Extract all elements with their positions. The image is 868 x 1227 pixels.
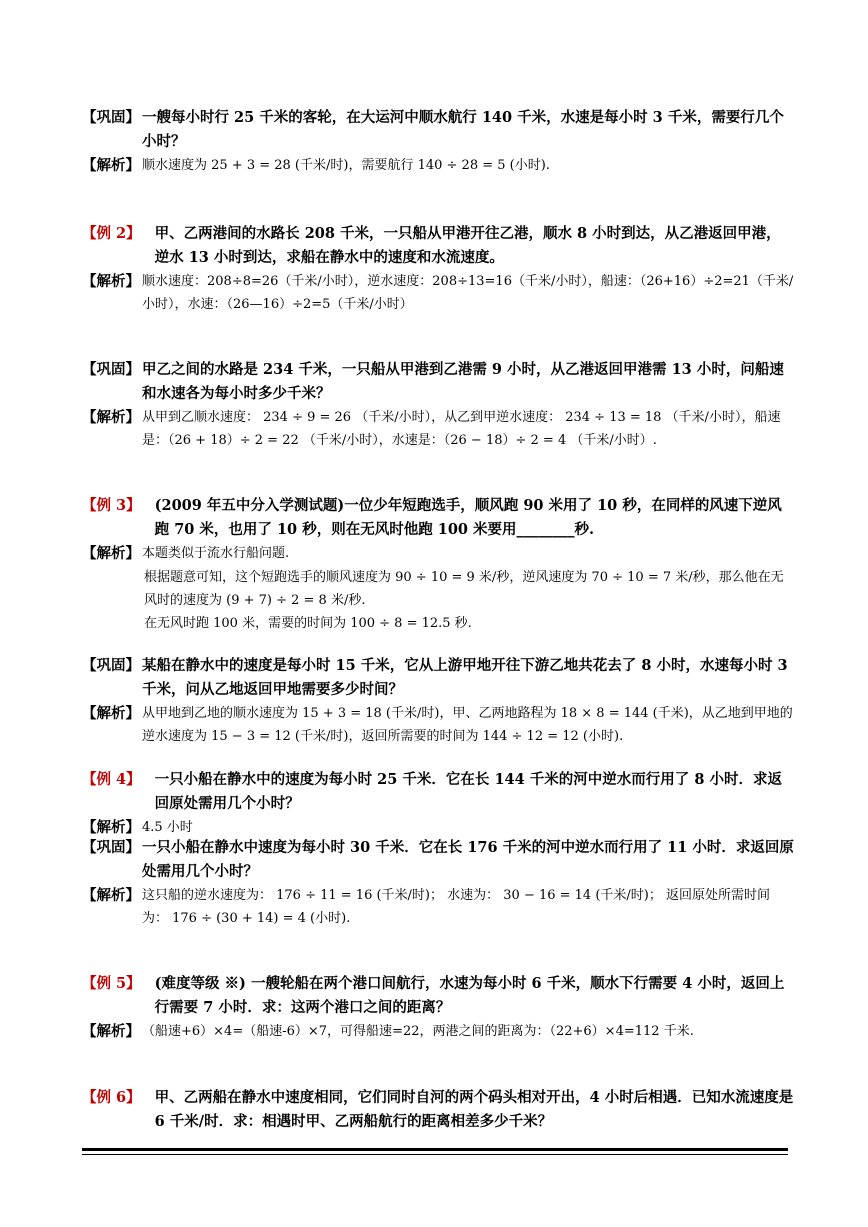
footer-rule-thin: [82, 1154, 788, 1155]
consolidation-block-2: [82, 358, 794, 452]
answer-tag: 【解析】: [82, 545, 140, 562]
answer-tag: 【解析】: [82, 887, 140, 904]
question-text: 一艘每小时行 25 千米的客轮，在大运河中顺水航行 140 千米，水速是每小时 3 千米，需要行几个小时？: [142, 109, 784, 150]
question-row: [82, 654, 794, 702]
question-text: 一只小船在静水中速度为每小时 30 千米．它在长 176 千米的河中逆水而行用了 11 小时．求返回原处需用几个小时？: [142, 839, 794, 880]
question-row: [82, 836, 794, 884]
consolidation-block-1: [82, 106, 794, 178]
answer-text: 本题类似于流水行船问题.: [142, 546, 290, 561]
question-row: [82, 106, 794, 154]
answer-tag: 【解析】: [82, 1023, 140, 1040]
question-text: 甲、乙两船在静水中速度相同，它们同时自河的两个码头相对开出，4 小时后相遇．已知水流速度是 6 千米/时．求：相遇时甲、乙两船航行的距离相差多少千米？: [154, 1089, 794, 1130]
example-block-5: [82, 972, 794, 1044]
answer-tag: 【解析】: [82, 705, 140, 722]
question-row: [82, 494, 794, 542]
example-block-3: [82, 494, 794, 635]
question-row: [82, 972, 794, 1020]
question-text: 甲、乙两港间的水路长 208 千米，一只船从甲港开往乙港，顺水 8 小时到达，从乙港返回甲港，逆水 13 小时到达，求船在静水中的速度和水流速度。: [154, 225, 781, 266]
question-tag: 【巩固】: [82, 109, 140, 126]
example-tag: 【例 4】: [82, 771, 141, 788]
question-text: 一只小船在静水中的速度为每小时 25 千米．它在长 144 千米的河中逆水而行用了 8 小时．求返回原处需用几个小时？: [154, 771, 782, 812]
answer-row: [82, 542, 794, 566]
answer-text: （船速+6）×4=（船速-6）×7，可得船速=22，两港之间的距离为：（22+6）×4=112 千米.: [142, 1024, 694, 1039]
question-row: [82, 358, 794, 406]
answer-row: [82, 1020, 794, 1044]
question-text: (2009 年五中分入学测试题)一位少年短跑选手，顺风跑 90 米用了 10 秒，在同样的风速下逆风跑 70 米，也用了 10 秒，则在无风时他跑 100 米要用________秒.: [154, 497, 782, 538]
question-text: 某船在静水中的速度是每小时 15 千米，它从上游甲地开往下游乙地共花去了 8 小时，水速每小时 3 千米，问从乙地返回甲地需要多少时间？: [142, 657, 788, 698]
answer-text: 这只船的逆水速度为： 176 ÷ 11 = 16 (千米/时)； 水速为： 30 − 16 = 14 (千米/时)； 返回原处所需时间为： 176 ÷ (30 + 14) = 4 (小时).: [142, 888, 770, 926]
example-tag: 【例 6】: [82, 1089, 141, 1106]
answer-text: 从甲地到乙地的顺水速度为 15 + 3 = 18 (千米/时)，甲、乙两地路程为 18 × 8 = 144 (千米)，从乙地到甲地的逆水速度为 15 − 3 = 12 (千米/时)，返回所需要的时间为 144 ÷ 12 = 12 (小时).: [142, 706, 793, 744]
answer-row: [82, 702, 794, 748]
question-text: 甲乙之间的水路是 234 千米，一只船从甲港到乙港需 9 小时，从乙港返回甲港需 13 小时，问船速和水速各为每小时多少千米？: [142, 361, 784, 402]
answer-tag: 【解析】: [82, 273, 140, 290]
answer-row: [82, 270, 794, 316]
example-tag: 【例 5】: [82, 975, 141, 992]
answer-text: 从甲到乙顺水速度： 234 ÷ 9 = 26 （千米/小时），从乙到甲逆水速度： 234 ÷ 13 = 18 （千米/小时），船速是：（26 + 18）÷ 2 = 22 （千米/小时），水速是：（26 − 18）÷ 2 = 4 （千米/小时）.: [142, 410, 781, 448]
consolidation-block-3: [82, 654, 794, 748]
footer-rule-thick: [82, 1148, 788, 1151]
answer-text: 顺水速度：208÷8=26（千米/小时），逆水速度：208÷13=16（千米/小时），船速：（26+16）÷2=21（千米/小时），水速：（26—16）÷2=5（千米/小时）: [142, 274, 794, 312]
answer-row: [82, 406, 794, 452]
consolidation-block-4: [82, 836, 794, 930]
question-tag: 【巩固】: [82, 657, 140, 674]
example-tag: 【例 3】: [82, 497, 141, 514]
question-row: [82, 222, 794, 270]
answer-tag: 【解析】: [82, 409, 140, 426]
answer-text: 4.5 小时: [142, 820, 193, 835]
example-block-6: [82, 1086, 794, 1134]
answer-tag: 【解析】: [82, 819, 140, 836]
answer-paragraph: 根据题意可知，这个短跑选手的顺风速度为 90 ÷ 10 = 9 米/秒，逆风速度为 70 ÷ 10 = 7 米/秒，那么他在无风时的速度为 (9 + 7) ÷ 2 = 8 米/秒.: [144, 570, 784, 608]
question-text: (难度等级 ※) 一艘轮船在两个港口间航行，水速为每小时 6 千米，顺水下行需要 4 小时，返回上行需要 7 小时．求：这两个港口之间的距离？: [154, 975, 785, 1016]
question-row: [82, 768, 794, 816]
question-tag: 【巩固】: [82, 361, 140, 378]
answer-row: [82, 154, 794, 178]
answer-tag: 【解析】: [82, 157, 140, 174]
example-block-4: [82, 768, 794, 840]
answer-text: 顺水速度为 25 + 3 = 28 (千米/时)，需要航行 140 ÷ 28 = 5 (小时).: [142, 158, 550, 173]
answer-row: [82, 884, 794, 930]
answer-continuation: [82, 566, 794, 635]
example-block-2: [82, 222, 794, 316]
question-row: [82, 1086, 794, 1134]
answer-paragraph: 在无风时跑 100 米，需要的时间为 100 ÷ 8 = 12.5 秒.: [144, 616, 472, 631]
example-tag: 【例 2】: [82, 225, 141, 242]
question-tag: 【巩固】: [82, 839, 140, 856]
